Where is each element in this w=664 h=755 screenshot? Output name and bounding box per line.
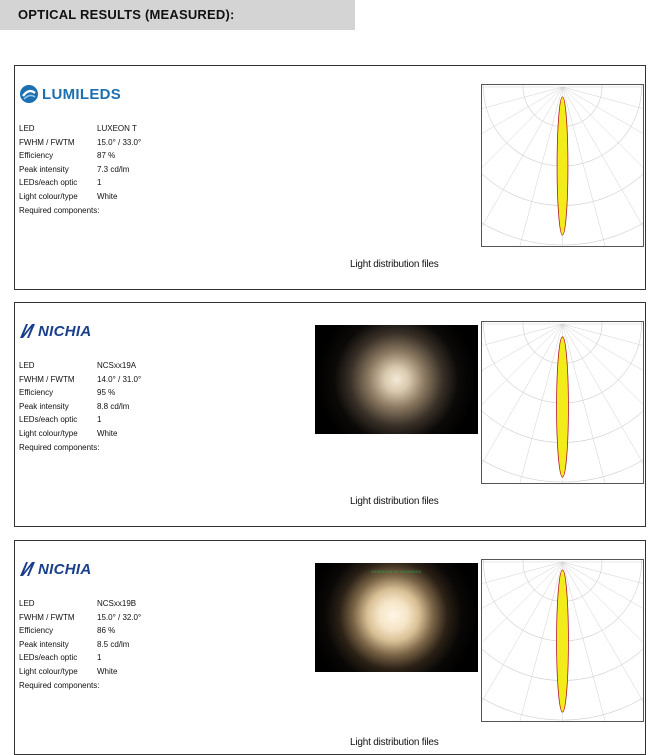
spec-row-required: [19, 441, 177, 455]
spec-row-leds: [19, 651, 177, 665]
light-distribution-files-link[interactable]: Light distribution files: [350, 259, 439, 270]
polar-grid-line: [563, 87, 644, 138]
polar-grid-line: [563, 562, 644, 721]
spec-row-colour: [19, 190, 177, 204]
spec-label: Light colour/type: [19, 666, 78, 676]
polar-grid-line: [482, 87, 563, 246]
spec-value: 1: [97, 653, 102, 663]
polar-plot: [482, 560, 643, 721]
polar-grid-line: [563, 324, 644, 423]
polar-beam-shape: [557, 570, 569, 712]
spec-row-required: [19, 679, 177, 693]
light-distribution-files-link[interactable]: Light distribution files: [350, 496, 439, 507]
spec-value: 14.0° / 31.0°: [97, 374, 142, 384]
spec-value: White: [97, 428, 118, 438]
spec-row-peak: [19, 400, 177, 414]
polar-grid-line: [563, 324, 644, 483]
spec-table: [19, 597, 177, 692]
spec-value: 1: [97, 415, 102, 425]
polar-diagram: [481, 84, 644, 247]
brand-logo: [19, 82, 121, 106]
spec-value: 8.8 cd/lm: [97, 401, 130, 411]
spec-value: 1: [97, 178, 102, 188]
spec-label: LEDs/each optic: [19, 178, 78, 188]
polar-grid-line: [563, 87, 644, 186]
polar-diagram: [481, 559, 644, 722]
spec-value: 15.0° / 33.0°: [97, 137, 142, 147]
spec-label: Required components:: [19, 205, 100, 215]
spec-value: 95 %: [97, 388, 116, 398]
optic-card-nichia-b: [14, 540, 646, 755]
section-title: OPTICAL RESULTS (MEASURED):: [18, 7, 235, 22]
brand-logo: [19, 557, 91, 581]
polar-grid-line: [482, 324, 563, 483]
polar-beam-shape: [557, 97, 568, 235]
spec-table: [19, 359, 177, 454]
spec-label: LED: [19, 124, 35, 133]
spec-row-led: [19, 122, 177, 136]
spec-row-fwhm: [19, 136, 177, 150]
polar-grid-line: [563, 324, 614, 483]
spec-row-peak: [19, 163, 177, 177]
polar-grid-line: [482, 562, 563, 721]
spec-label: LED: [19, 361, 35, 370]
spec-row-leds: [19, 176, 177, 190]
beam-photo: [315, 325, 478, 434]
spec-row-required: [19, 204, 177, 218]
section-header: [0, 0, 355, 30]
polar-grid-line: [482, 324, 563, 375]
optic-card-lumileds: [14, 65, 646, 290]
spec-label: LEDs/each optic: [19, 653, 78, 663]
polar-beam-shape: [557, 337, 569, 477]
spec-label: LEDs/each optic: [19, 415, 78, 425]
spec-label: FWHM / FWTM: [19, 612, 75, 622]
spec-row-led: [19, 597, 177, 611]
spec-label: FWHM / FWTM: [19, 137, 75, 147]
spec-row-efficiency: [19, 386, 177, 400]
spec-label: Peak intensity: [19, 401, 69, 411]
spec-label: Required components:: [19, 680, 100, 690]
spec-label: Peak intensity: [19, 639, 69, 649]
lumileds-logo-icon: [19, 84, 39, 104]
spec-label: Efficiency: [19, 151, 54, 161]
spec-value: 86 %: [97, 626, 116, 636]
spec-label: FWHM / FWTM: [19, 374, 75, 384]
nichia-logo-icon: [19, 561, 37, 577]
polar-grid-line: [563, 87, 644, 246]
spec-value: 8.5 cd/lm: [97, 639, 130, 649]
brand-name: NICHIA: [38, 322, 92, 340]
spec-row-fwhm: [19, 611, 177, 625]
spec-row-colour: [19, 665, 177, 679]
spec-value: White: [97, 191, 118, 201]
spec-value: NCSxx19A: [97, 361, 137, 370]
spec-row-led: [19, 359, 177, 373]
spec-table: [19, 122, 177, 217]
polar-grid-line: [511, 562, 562, 721]
spec-label: Efficiency: [19, 388, 54, 398]
polar-plot: [482, 322, 643, 483]
polar-grid-line: [563, 562, 614, 721]
polar-plot: [482, 85, 643, 246]
spec-label: LED: [19, 599, 35, 608]
spec-label: Required components:: [19, 442, 100, 452]
polar-grid-line: [563, 87, 614, 246]
optic-card-nichia-a: [14, 302, 646, 527]
spec-row-colour: [19, 427, 177, 441]
spec-row-efficiency: [19, 149, 177, 163]
beam-photo: [315, 563, 478, 672]
spec-row-efficiency: [19, 624, 177, 638]
brand-name: LUMILEDS: [42, 85, 122, 103]
polar-grid-line: [482, 87, 563, 138]
spec-value: 15.0° / 32.0°: [97, 612, 142, 622]
spec-label: Light colour/type: [19, 428, 78, 438]
spec-value: NCSxx19B: [97, 599, 137, 608]
polar-grid-line: [511, 87, 562, 246]
nichia-logo-icon: [19, 323, 37, 339]
brand-name: NICHIA: [38, 560, 92, 578]
brand-logo: [19, 319, 91, 343]
spec-label: Light colour/type: [19, 191, 78, 201]
polar-grid-line: [482, 324, 563, 423]
spec-label: Peak intensity: [19, 164, 69, 174]
spec-value: 87 %: [97, 151, 116, 161]
spec-row-leds: [19, 413, 177, 427]
spec-row-peak: [19, 638, 177, 652]
polar-grid-line: [511, 324, 562, 483]
polar-grid-line: [563, 324, 644, 375]
photo-caption: XXXXXXXX XX XXXXXXXX: [371, 569, 422, 574]
spec-label: Efficiency: [19, 626, 54, 636]
polar-grid-line: [563, 562, 644, 613]
spec-row-fwhm: [19, 373, 177, 387]
spec-value: White: [97, 666, 118, 676]
spec-value: 7.3 cd/lm: [97, 164, 130, 174]
polar-grid-line: [482, 562, 563, 613]
spec-value: LUXEON T: [97, 124, 137, 133]
polar-diagram: [481, 321, 644, 484]
polar-grid-line: [482, 562, 563, 661]
polar-grid-line: [563, 562, 644, 661]
light-distribution-files-link[interactable]: Light distribution files: [350, 737, 439, 748]
polar-grid-line: [482, 87, 563, 186]
